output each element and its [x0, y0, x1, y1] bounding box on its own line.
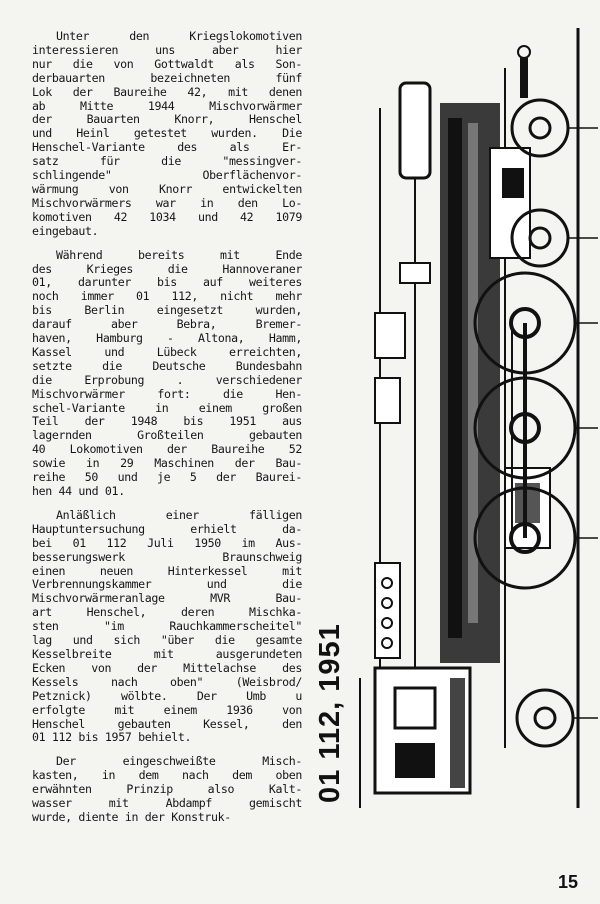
- text-line: wärmung von Knorr entwickelten: [32, 181, 302, 196]
- smoke-deflector: [400, 83, 430, 178]
- figure-caption: 01 112, 1951: [314, 623, 346, 803]
- text-line: Lok der Baureihe 42, mit denen: [32, 84, 302, 99]
- text-line: Anläßlich einer fälligen: [56, 507, 302, 522]
- text-line: lag und sich "über die gesamte: [32, 633, 302, 648]
- text-line: hen 44 und 01.: [32, 484, 125, 498]
- paragraph: [32, 509, 302, 745]
- text-line: darauf aber Bebra, Bremer-: [32, 317, 302, 332]
- text-line: noch immer 01 112, nicht mehr: [32, 289, 302, 304]
- text-line: interessieren uns aber hier: [32, 42, 302, 57]
- text-line: Teil der 1948 bis 1951 aus: [32, 414, 302, 429]
- text-line: schlingende" Oberflächenvor-: [32, 168, 302, 183]
- text-line: setzte die Deutsche Bundesbahn: [32, 358, 302, 373]
- text-line: einen neuen Hinterkessel mit: [32, 563, 302, 578]
- text-line: Kesselbreite mit ausgerundeten: [32, 646, 302, 661]
- text-line: reihe 50 und je 5 der Baurei-: [32, 470, 302, 485]
- text-line: Der eingeschweißte Misch-: [56, 754, 302, 769]
- text-line: lagernden Großteilen gebauten: [32, 428, 302, 443]
- page-number: 15: [558, 872, 579, 892]
- text-line: der Bauarten Knorr, Henschel: [32, 112, 302, 127]
- text-line: ab Mitte 1944 Mischvorwärmer: [32, 98, 302, 113]
- text-line: und Heinl getestet wurden. Die: [32, 126, 302, 141]
- text-line: Henschel-Variante des als Er-: [32, 140, 302, 155]
- paragraph: [32, 30, 302, 239]
- text-line: 01, darunter bis auf weiteres: [32, 275, 302, 290]
- text-line: Petznick) wölbte. Der Umb u: [32, 688, 302, 703]
- text-line: kasten, in dem nach dem oben: [32, 768, 302, 783]
- text-line: eingebaut.: [32, 223, 99, 238]
- text-line: sowie in 29 Maschinen der Bau-: [32, 456, 302, 471]
- text-line: nur die von Gottwaldt als Son-: [32, 56, 302, 71]
- article-column: [32, 30, 302, 835]
- text-line: besserungswerk Braunschweig: [32, 549, 302, 564]
- text-line: art Henschel, deren Mischka-: [32, 605, 302, 620]
- text-line: Henschel gebauten Kessel, den: [32, 716, 302, 731]
- text-line: des Krieges die Hannoveraner: [32, 261, 302, 276]
- text-line: Unter den Kriegslokomotiven: [56, 29, 302, 43]
- text-line: wurde, diente in der Konstruk-: [32, 809, 231, 824]
- text-line: 01 112 bis 1957 behielt.: [32, 730, 192, 745]
- text-line: satz für die "messingver-: [32, 154, 302, 169]
- text-line: Verbrennungskammer und die: [32, 577, 302, 592]
- text-line: derbauarten bezeichneten fünf: [32, 70, 302, 85]
- text-line: bei 01 112 Juli 1950 im Aus-: [32, 535, 302, 550]
- text-line: erfolgte mit einem 1936 von: [32, 702, 302, 717]
- paragraph: [32, 249, 302, 499]
- text-line: 40 Lokomotiven der Baureihe 52: [32, 442, 302, 457]
- text-line: Mischvorwärmers war in den Lo-: [32, 195, 302, 210]
- text-line: Mischvorwärmer fort: die Hen-: [32, 386, 302, 401]
- text-line: komotiven 42 1034 und 42 1079: [32, 209, 302, 224]
- text-line: schel-Variante in einem großen: [32, 400, 302, 415]
- text-line: Hauptuntersuchung erhielt da-: [32, 521, 302, 536]
- text-line: Mischvorwärmeranlage MVR Bau-: [32, 591, 302, 606]
- text-line: Ecken von der Mittelachse des: [32, 660, 302, 675]
- paragraph: [32, 755, 302, 825]
- text-line: bis Berlin eingesetzt wurden,: [32, 303, 302, 318]
- locomotive-drawing: [340, 28, 598, 828]
- text-line: haven, Hamburg - Altona, Hamm,: [32, 331, 302, 346]
- text-line: wasser mit Abdampf gemischt: [32, 796, 302, 811]
- text-line: Während bereits mit Ende: [56, 247, 302, 262]
- text-line: Kessels nach oben" (Weisbrod/: [32, 674, 302, 689]
- text-line: erwähnten Prinzip also Kalt-: [32, 782, 302, 797]
- text-line: Kassel und Lübeck erreichten,: [32, 344, 302, 359]
- text-line: sten "im Rauchkammerscheitel": [32, 619, 302, 634]
- text-line: die Erprobung . verschiedener: [32, 372, 302, 387]
